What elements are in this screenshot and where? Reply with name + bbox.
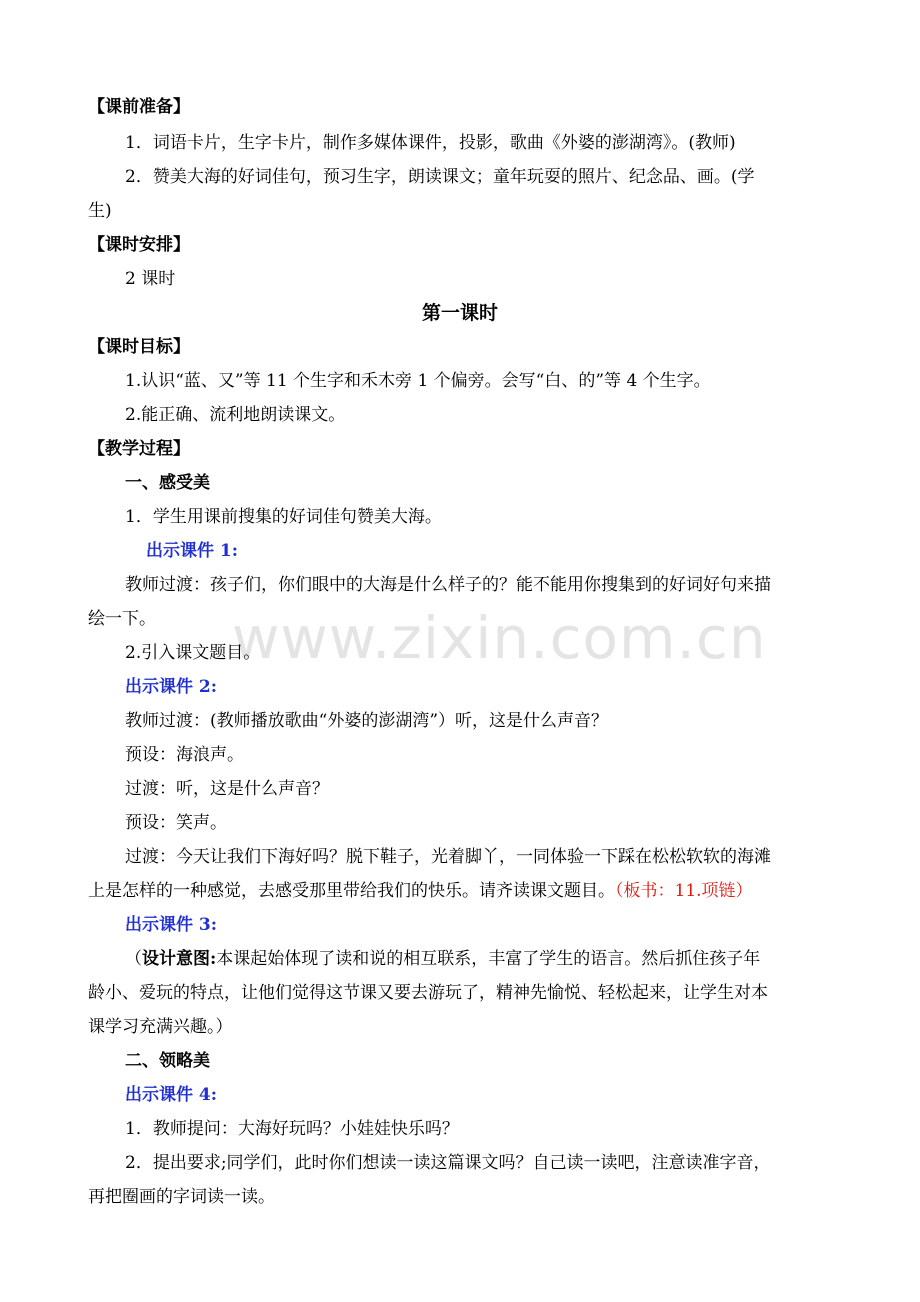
heading-goals: 【课时目标】 <box>88 337 190 357</box>
transition-2: 教师过渡：(教师播放歌曲“外婆的澎湖湾”）听，这是什么声音？ <box>125 711 609 731</box>
courseware-label-1: 出示课件 1: <box>146 541 239 561</box>
transition-1-cont: 绘一下。 <box>88 609 156 629</box>
design-intent-text: 本课起始体现了读和说的相互联系，丰富了学生的语言。然后抓住孩子年 <box>216 949 761 969</box>
transition-1: 教师过渡：孩子们，你们眼中的大海是什么样子的？能不能用你搜集到的好词好句来描 <box>125 575 771 595</box>
transition-4-cont-text: 上是怎样的一种感觉，去感受那里带给我们的快乐。请齐读课文题目。 <box>88 881 615 901</box>
design-open-paren: （ <box>125 949 142 969</box>
question-1: 1．教师提问：大海好玩吗？小娃娃快乐吗？ <box>125 1119 459 1139</box>
watermark: www.zixin.com.cn <box>232 604 767 672</box>
transition-4-cont <box>88 874 920 908</box>
heading-schedule: 【课时安排】 <box>88 235 190 255</box>
step-2: 2.引入课文题目。 <box>125 643 261 663</box>
preset-1: 预设：海浪声。 <box>125 745 244 765</box>
design-intent-cont-2: 课学习充满兴趣。） <box>88 1017 233 1037</box>
lesson-title: 第一课时 <box>421 302 498 324</box>
board-note: （板书：11.项链） <box>615 881 753 901</box>
transition-3: 过渡：听，这是什么声音？ <box>125 779 329 799</box>
transition-4: 过渡：今天让我们下海好吗？脱下鞋子，光着脚丫，一同体验一下踩在松松软软的海滩 <box>125 847 771 867</box>
question-2-cont: 再把圈画的字词读一读。 <box>88 1187 275 1207</box>
section-1-title: 一、感受美 <box>125 473 210 493</box>
heading-process: 【教学过程】 <box>88 439 190 459</box>
goal-2: 2.能正确、流利地朗读课文。 <box>125 405 346 425</box>
preset-2: 预设：笑声。 <box>125 813 227 833</box>
schedule-text: 2 课时 <box>125 269 176 289</box>
courseware-label-3: 出示课件 3: <box>125 915 218 935</box>
prep-item-2-cont: 生) <box>88 201 112 221</box>
design-intent <box>125 942 920 976</box>
section-2-title: 二、领略美 <box>125 1051 210 1071</box>
design-intent-label: 设计意图: <box>142 949 217 969</box>
courseware-label-2: 出示课件 2: <box>125 677 218 697</box>
question-2: 2．提出要求;同学们，此时你们想读一读这篇课文吗？自己读一读吧，注意读准字音， <box>125 1153 771 1173</box>
courseware-label-4: 出示课件 4: <box>125 1085 218 1105</box>
prep-item-1: 1．词语卡片，生字卡片，制作多媒体课件，投影，歌曲《外婆的澎湖湾》。(教师) <box>125 133 736 153</box>
prep-item-2: 2．赞美大海的好词佳句，预习生字，朗读课文；童年玩耍的照片、纪念品、画。(学 <box>125 167 755 187</box>
heading-prep: 【课前准备】 <box>88 97 190 117</box>
goal-1: 1.认识“蓝、又”等 11 个生字和禾木旁 1 个偏旁。会写“白、的”等 4 个生字。 <box>125 371 711 391</box>
design-intent-cont-1: 龄小、爱玩的特点，让他们觉得这节课又要去游玩了，精神先愉悦、轻松起来，让学生对本 <box>88 983 768 1003</box>
step-1: 1．学生用课前搜集的好词佳句赞美大海。 <box>125 507 442 527</box>
